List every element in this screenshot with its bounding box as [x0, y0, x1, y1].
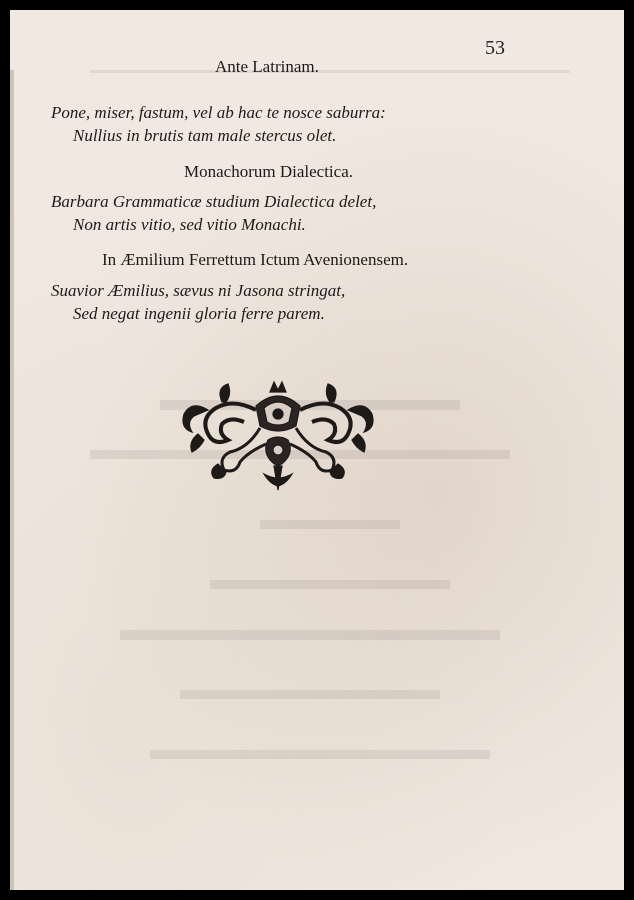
heading-in-aemilium: In Æmilium Ferrettum Ictum Avenionensem. [102, 250, 409, 269]
page-number: 53 [485, 37, 505, 59]
book-page [10, 10, 624, 890]
heading-ante-latrinam: Ante Latrinam. [215, 57, 319, 76]
verse2-line2: Non artis vitio, sed vitio Monachi. [73, 215, 306, 234]
verse1-line1: Pone, miser, fastum, vel ab hac te nosce saburra: [51, 103, 386, 122]
heading-monachorum: Monachorum Dialectica. [184, 162, 353, 181]
verse3-line2: Sed negat ingenii gloria ferre parem. [73, 304, 325, 323]
verse1-line2: Nullius in brutis tam male stercus olet. [73, 126, 337, 145]
floral-tailpiece-icon [178, 378, 378, 493]
page-edge [10, 70, 14, 890]
verse3-line1: Suavior Æmilius, sævus ni Jasona stringat, [51, 281, 346, 300]
verse2-line1: Barbara Grammaticæ studium Dialectica delet, [51, 192, 377, 211]
